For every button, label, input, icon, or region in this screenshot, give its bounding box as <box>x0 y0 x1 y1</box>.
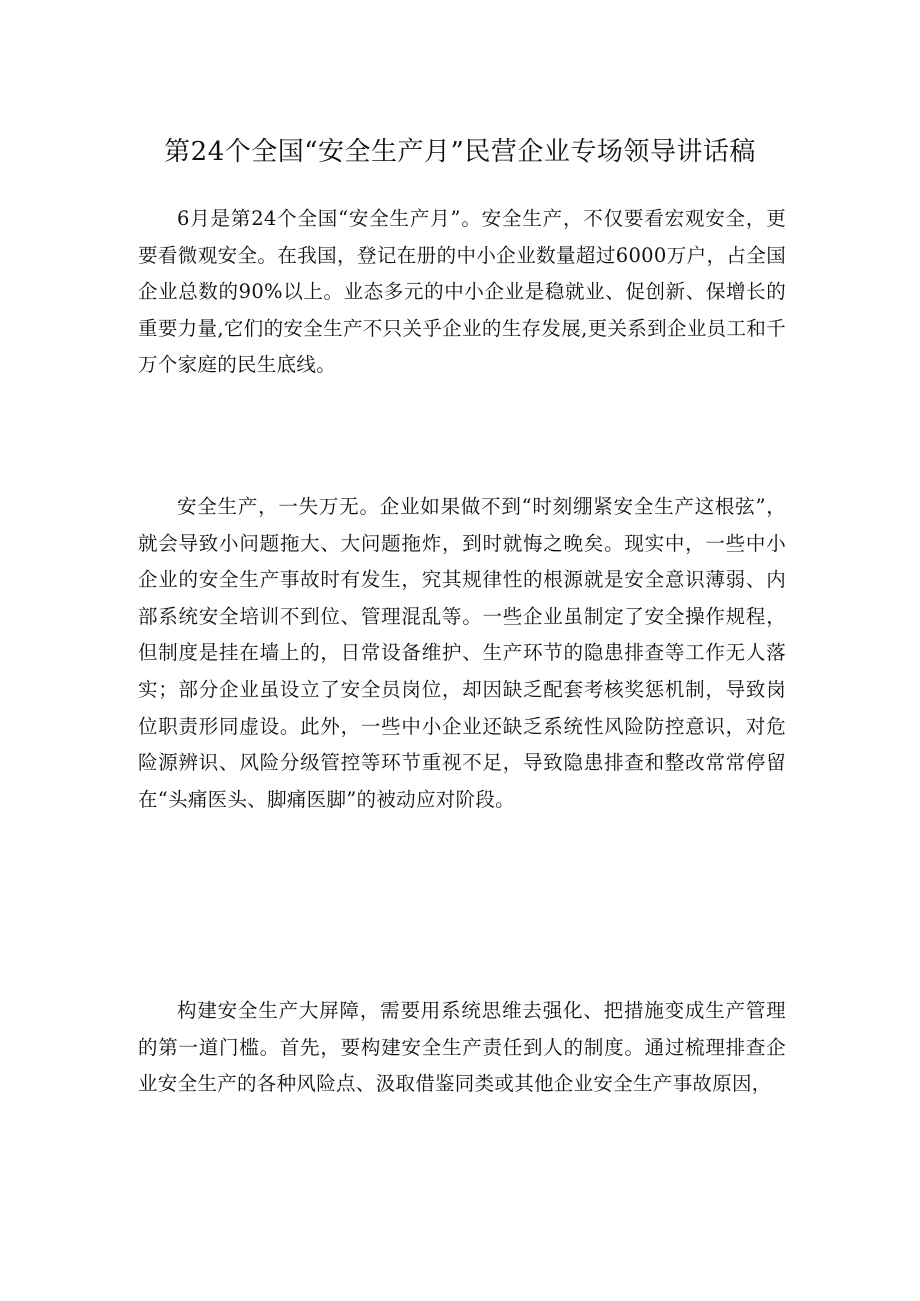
document-title: 第24个全国“安全生产月”民营企业专场领导讲话稿 <box>164 137 756 167</box>
paragraph-2: 安全生产，一失万无。企业如果做不到“时刻绷紧安全生产这根弦”，就会导致小问题拖大、大问题拖炸，到时就悔之晚矣。现实中，一些中小企业的安全生产事故时有发生，究其规律性的根源就是安全意识薄弱、内部系统安全培训不到位、管理混乱等。一些企业虽制定了安全操作规程，但制度是挂在墙上的，日常设备维护、生产环节的隐患排查等工作无人落实；部分企业虽设立了安全员岗位，却因缺乏配套考核奖惩机制，导致岗位职责形同虚设。此外，一些中小企业还缺乏系统性风险防控意识，对危险源辨识、风险分级管控等环节重视不足，导致隐患排查和整改常常停留在“头痛医头、脚痛医脚”的被动应对阶段。 <box>138 495 786 811</box>
paragraph-3: 构建安全生产大屏障，需要用系统思维去强化、把措施变成生产管理的第一道门槛。首先，要构建安全生产责任到人的制度。通过梳理排查企业安全生产的各种风险点、汲取借鉴同类或其他企业安全生产事故原因， <box>138 999 786 1096</box>
paragraph-1: 6月是第24个全国“安全生产月”。安全生产，不仅要看宏观安全，更要看微观安全。在我国，登记在册的中小企业数量超过6000万户，占全国企业总数的90%以上。业态多元的中小企业是稳就业、促创新、保增长的重要力量,它们的安全生产不只关乎企业的生存发展,更关系到企业员工和千万个家庭的民生底线。 <box>138 207 786 377</box>
